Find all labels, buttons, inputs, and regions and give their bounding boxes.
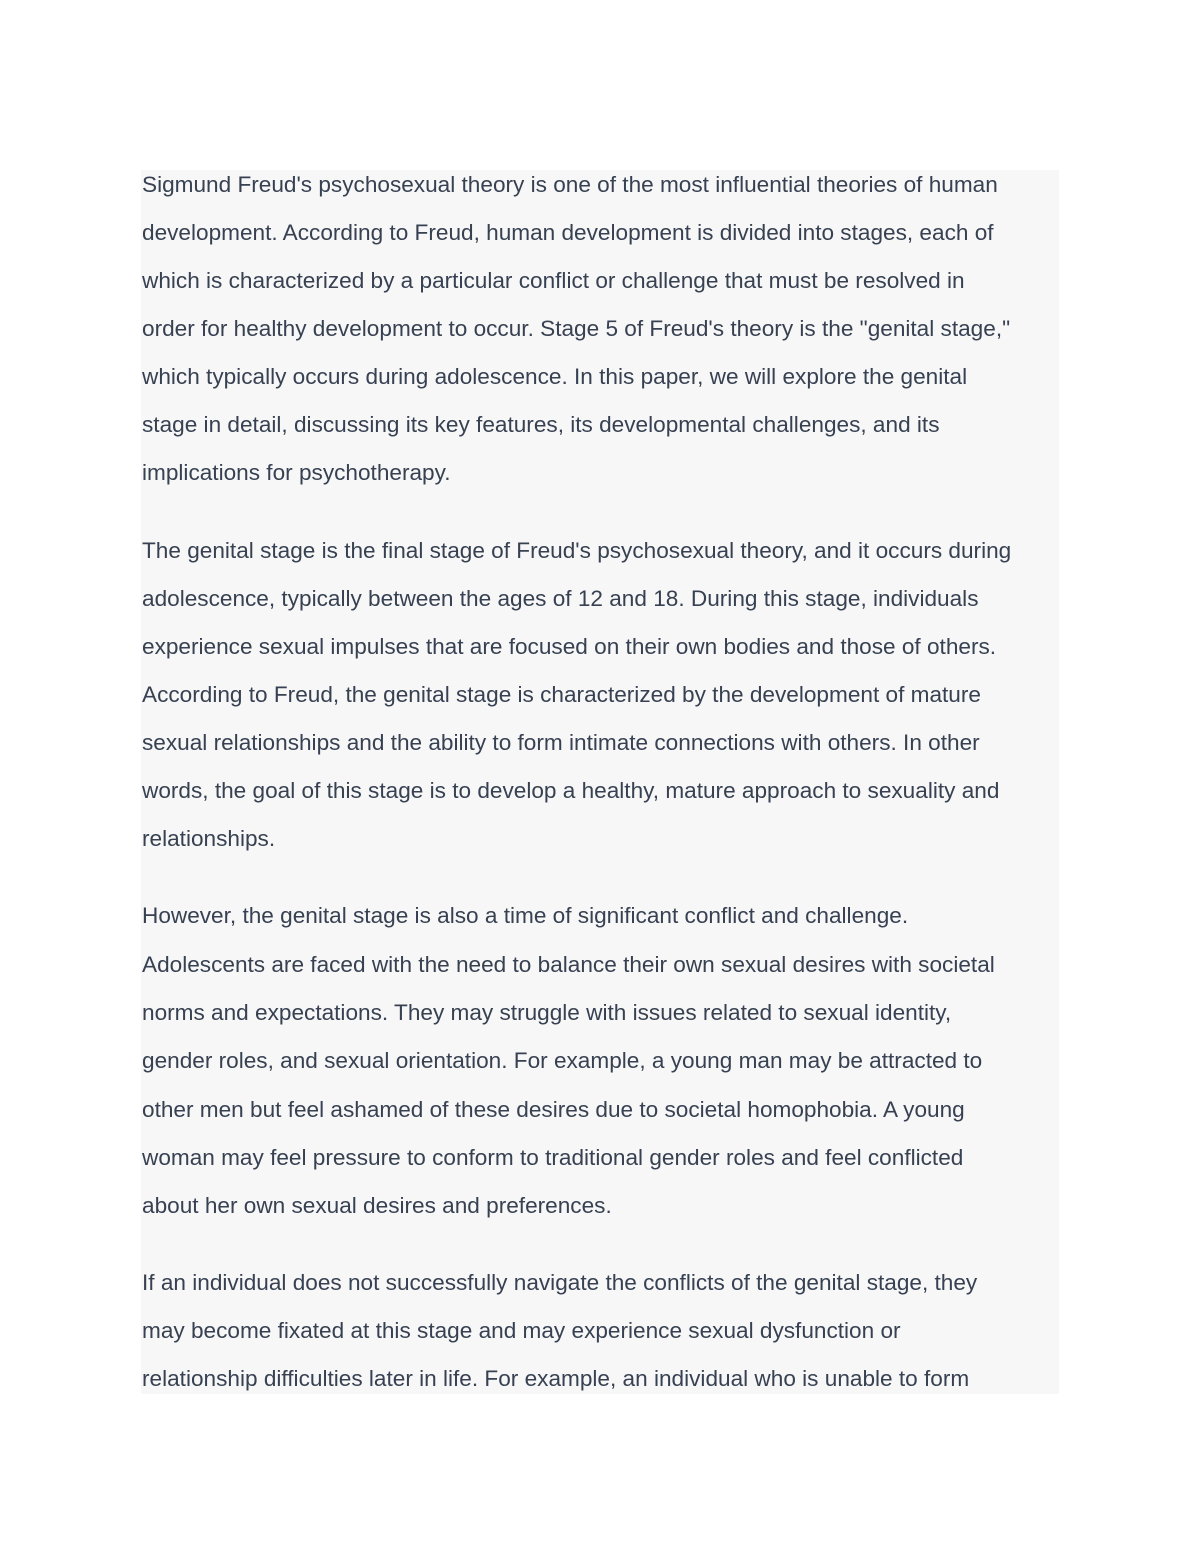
paragraph-line: Sigmund Freud's psychosexual theory is one of the most influential theories of human: [142, 172, 998, 197]
paragraph-line: other men but feel ashamed of these desires due to societal homophobia. A young: [142, 1097, 965, 1122]
paragraph-line: experience sexual impulses that are focused on their own bodies and those of others.: [142, 634, 997, 659]
paragraph-line: The genital stage is the final stage of Freud's psychosexual theory, and it occurs during: [142, 538, 1012, 563]
paragraph-line: norms and expectations. They may struggle with issues related to sexual identity,: [142, 1000, 952, 1025]
paragraph-line: which typically occurs during adolescence. In this paper, we will explore the genital: [142, 364, 968, 389]
paragraph-line: about her own sexual desires and preferences.: [142, 1193, 612, 1218]
paragraph-line: development. According to Freud, human development is divided into stages, each of: [142, 220, 994, 245]
paragraph-line: words, the goal of this stage is to develop a healthy, mature approach to sexuality and: [142, 778, 1000, 803]
paragraph-line: relationship difficulties later in life. For example, an individual who is unable to form: [142, 1366, 970, 1391]
paragraph-line: stage in detail, discussing its key features, its developmental challenges, and its: [142, 412, 940, 437]
paragraph-line: may become fixated at this stage and may experience sexual dysfunction or: [142, 1318, 901, 1343]
paragraph-line: However, the genital stage is also a time of significant conflict and challenge.: [142, 903, 909, 928]
paragraph-line: which is characterized by a particular conflict or challenge that must be resolved in: [142, 268, 965, 293]
paragraph-line: relationships.: [142, 826, 276, 851]
paragraph-line: adolescence, typically between the ages of 12 and 18. During this stage, individuals: [142, 586, 979, 611]
paragraph-line: According to Freud, the genital stage is characterized by the development of mature: [142, 682, 981, 707]
paragraph-line: If an individual does not successfully navigate the conflicts of the genital stage, they: [142, 1270, 978, 1295]
paragraph-line: gender roles, and sexual orientation. For example, a young man may be attracted to: [142, 1048, 983, 1073]
document-text-block: [141, 170, 1059, 1394]
paragraph-line: sexual relationships and the ability to form intimate connections with others. In other: [142, 730, 980, 755]
paragraph-line: order for healthy development to occur. Stage 5 of Freud's theory is the "genital stage,": [142, 316, 1011, 341]
paragraph-line: woman may feel pressure to conform to traditional gender roles and feel conflicted: [142, 1145, 964, 1170]
paragraph-line: Adolescents are faced with the need to balance their own sexual desires with societal: [142, 952, 995, 977]
paragraph-line: implications for psychotherapy.: [142, 460, 451, 485]
